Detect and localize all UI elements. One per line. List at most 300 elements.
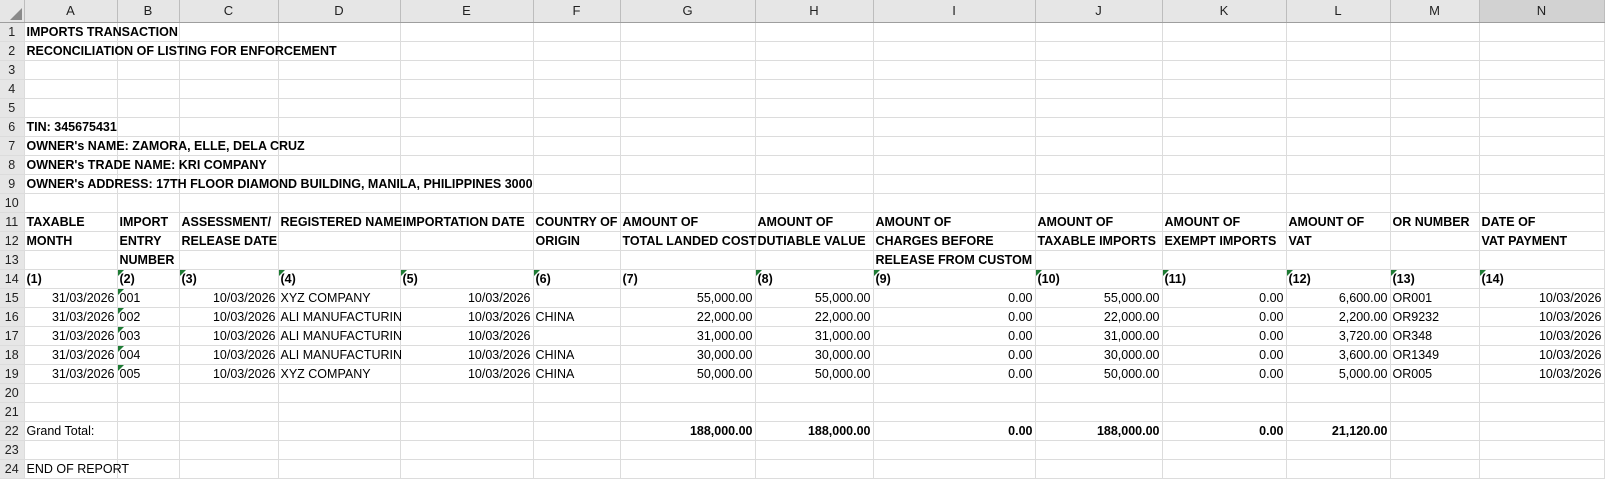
cell-J6[interactable] — [1035, 118, 1162, 137]
cell-D17[interactable]: ALI MANUFACTURIN — [278, 327, 400, 346]
cell-I1[interactable] — [873, 23, 1035, 42]
cell-K4[interactable] — [1162, 80, 1286, 99]
cell-L5[interactable] — [1286, 99, 1390, 118]
cell-G13[interactable] — [620, 251, 755, 270]
cell-G16[interactable]: 22,000.00 — [620, 308, 755, 327]
cell-A3[interactable] — [24, 61, 117, 80]
cell-C15[interactable]: 10/03/2026 — [179, 289, 278, 308]
cell-N2[interactable] — [1479, 42, 1604, 61]
cell-H10[interactable] — [755, 194, 873, 213]
select-all-button[interactable] — [0, 0, 24, 23]
cell-N15[interactable]: 10/03/2026 — [1479, 289, 1604, 308]
cell-N23[interactable] — [1479, 441, 1604, 460]
cell-G4[interactable] — [620, 80, 755, 99]
cell-J23[interactable] — [1035, 441, 1162, 460]
cell-K10[interactable] — [1162, 194, 1286, 213]
cell-D15[interactable]: XYZ COMPANY — [278, 289, 400, 308]
column-header[interactable]: G — [620, 0, 755, 23]
cell-E22[interactable] — [400, 422, 533, 441]
cell-C16[interactable]: 10/03/2026 — [179, 308, 278, 327]
column-header[interactable]: I — [873, 0, 1035, 23]
cell-N6[interactable] — [1479, 118, 1604, 137]
cell-F13[interactable] — [533, 251, 620, 270]
cell-F7[interactable] — [533, 137, 620, 156]
cell-J14[interactable]: (10) — [1035, 270, 1162, 289]
cell-B14[interactable]: (2) — [117, 270, 179, 289]
cell-F5[interactable] — [533, 99, 620, 118]
row-header[interactable]: 3 — [0, 61, 24, 80]
cell-L12[interactable]: VAT — [1286, 232, 1390, 251]
column-header[interactable]: K — [1162, 0, 1286, 23]
cell-N14[interactable]: (14) — [1479, 270, 1604, 289]
cell-M23[interactable] — [1390, 441, 1479, 460]
cell-I5[interactable] — [873, 99, 1035, 118]
row-header[interactable]: 10 — [0, 194, 24, 213]
cell-J18[interactable]: 30,000.00 — [1035, 346, 1162, 365]
cell-C13[interactable] — [179, 251, 278, 270]
cell-F15[interactable] — [533, 289, 620, 308]
cell-E1[interactable] — [400, 23, 533, 42]
cell-E12[interactable] — [400, 232, 533, 251]
cell-D20[interactable] — [278, 384, 400, 403]
cell-L19[interactable]: 5,000.00 — [1286, 365, 1390, 384]
cell-I7[interactable] — [873, 137, 1035, 156]
cell-A19[interactable]: 31/03/2026 — [24, 365, 117, 384]
cell-E7[interactable] — [400, 137, 533, 156]
cell-N24[interactable] — [1479, 460, 1604, 479]
cell-J21[interactable] — [1035, 403, 1162, 422]
cell-I21[interactable] — [873, 403, 1035, 422]
cell-D8[interactable] — [278, 156, 400, 175]
cell-B12[interactable]: ENTRY — [117, 232, 179, 251]
cell-E9[interactable] — [400, 175, 533, 194]
cell-L16[interactable]: 2,200.00 — [1286, 308, 1390, 327]
cell-H19[interactable]: 50,000.00 — [755, 365, 873, 384]
cell-G12[interactable]: TOTAL LANDED COST — [620, 232, 755, 251]
cell-F8[interactable] — [533, 156, 620, 175]
cell-I19[interactable]: 0.00 — [873, 365, 1035, 384]
cell-I20[interactable] — [873, 384, 1035, 403]
cell-G10[interactable] — [620, 194, 755, 213]
cell-E17[interactable]: 10/03/2026 — [400, 327, 533, 346]
cell-N19[interactable]: 10/03/2026 — [1479, 365, 1604, 384]
cell-C5[interactable] — [179, 99, 278, 118]
row-header[interactable]: 15 — [0, 289, 24, 308]
cell-N12[interactable]: VAT PAYMENT — [1479, 232, 1604, 251]
cell-H23[interactable] — [755, 441, 873, 460]
cell-A7[interactable]: OWNER's NAME: ZAMORA, ELLE, DELA CRUZ — [24, 137, 117, 156]
cell-G24[interactable] — [620, 460, 755, 479]
cell-K22[interactable]: 0.00 — [1162, 422, 1286, 441]
cell-F18[interactable]: CHINA — [533, 346, 620, 365]
cell-E2[interactable] — [400, 42, 533, 61]
cell-D10[interactable] — [278, 194, 400, 213]
cell-J4[interactable] — [1035, 80, 1162, 99]
cell-G9[interactable] — [620, 175, 755, 194]
cell-K8[interactable] — [1162, 156, 1286, 175]
cell-I10[interactable] — [873, 194, 1035, 213]
cell-N22[interactable] — [1479, 422, 1604, 441]
cell-L14[interactable]: (12) — [1286, 270, 1390, 289]
cell-L22[interactable]: 21,120.00 — [1286, 422, 1390, 441]
cell-K19[interactable]: 0.00 — [1162, 365, 1286, 384]
cell-K21[interactable] — [1162, 403, 1286, 422]
cell-A10[interactable] — [24, 194, 117, 213]
cell-J3[interactable] — [1035, 61, 1162, 80]
cell-G15[interactable]: 55,000.00 — [620, 289, 755, 308]
cell-E14[interactable]: (5) — [400, 270, 533, 289]
cell-F6[interactable] — [533, 118, 620, 137]
cell-D9[interactable] — [278, 175, 400, 194]
cell-N18[interactable]: 10/03/2026 — [1479, 346, 1604, 365]
row-header[interactable]: 14 — [0, 270, 24, 289]
cell-K3[interactable] — [1162, 61, 1286, 80]
cell-H6[interactable] — [755, 118, 873, 137]
column-header[interactable]: M — [1390, 0, 1479, 23]
cell-J15[interactable]: 55,000.00 — [1035, 289, 1162, 308]
cell-A16[interactable]: 31/03/2026 — [24, 308, 117, 327]
cell-B19[interactable]: 005 — [117, 365, 179, 384]
cell-C3[interactable] — [179, 61, 278, 80]
cell-H7[interactable] — [755, 137, 873, 156]
cell-B20[interactable] — [117, 384, 179, 403]
cell-H5[interactable] — [755, 99, 873, 118]
row-header[interactable]: 2 — [0, 42, 24, 61]
cell-I17[interactable]: 0.00 — [873, 327, 1035, 346]
cell-H1[interactable] — [755, 23, 873, 42]
row-header[interactable]: 17 — [0, 327, 24, 346]
cell-D16[interactable]: ALI MANUFACTURIN — [278, 308, 400, 327]
cell-M6[interactable] — [1390, 118, 1479, 137]
cell-A2[interactable]: RECONCILIATION OF LISTING FOR ENFORCEMENT — [24, 42, 117, 61]
cell-B4[interactable] — [117, 80, 179, 99]
row-header[interactable]: 6 — [0, 118, 24, 137]
row-header[interactable]: 4 — [0, 80, 24, 99]
cell-M9[interactable] — [1390, 175, 1479, 194]
column-header[interactable]: D — [278, 0, 400, 23]
cell-I11[interactable]: AMOUNT OF — [873, 213, 1035, 232]
cell-B6[interactable] — [117, 118, 179, 137]
row-header[interactable]: 13 — [0, 251, 24, 270]
cell-C2[interactable] — [179, 42, 278, 61]
cell-A23[interactable] — [24, 441, 117, 460]
cell-J10[interactable] — [1035, 194, 1162, 213]
cell-A1[interactable]: IMPORTS TRANSACTION — [24, 23, 117, 42]
cell-G11[interactable]: AMOUNT OF — [620, 213, 755, 232]
cell-K1[interactable] — [1162, 23, 1286, 42]
cell-J24[interactable] — [1035, 460, 1162, 479]
cell-D4[interactable] — [278, 80, 400, 99]
cell-A8[interactable]: OWNER's TRADE NAME: KRI COMPANY — [24, 156, 117, 175]
cell-A13[interactable] — [24, 251, 117, 270]
cell-L8[interactable] — [1286, 156, 1390, 175]
cell-C21[interactable] — [179, 403, 278, 422]
row-header[interactable]: 16 — [0, 308, 24, 327]
cell-G14[interactable]: (7) — [620, 270, 755, 289]
cell-N10[interactable] — [1479, 194, 1604, 213]
cell-H2[interactable] — [755, 42, 873, 61]
cell-D24[interactable] — [278, 460, 400, 479]
cell-C10[interactable] — [179, 194, 278, 213]
cell-K20[interactable] — [1162, 384, 1286, 403]
cell-H24[interactable] — [755, 460, 873, 479]
cell-G21[interactable] — [620, 403, 755, 422]
cell-G1[interactable] — [620, 23, 755, 42]
cell-I9[interactable] — [873, 175, 1035, 194]
cell-C14[interactable]: (3) — [179, 270, 278, 289]
cell-H20[interactable] — [755, 384, 873, 403]
cell-N16[interactable]: 10/03/2026 — [1479, 308, 1604, 327]
cell-M20[interactable] — [1390, 384, 1479, 403]
column-header[interactable]: F — [533, 0, 620, 23]
cell-N3[interactable] — [1479, 61, 1604, 80]
cell-H3[interactable] — [755, 61, 873, 80]
cell-A22[interactable]: Grand Total: — [24, 422, 117, 441]
cell-L24[interactable] — [1286, 460, 1390, 479]
row-header[interactable]: 9 — [0, 175, 24, 194]
cell-A14[interactable]: (1) — [24, 270, 117, 289]
cell-J17[interactable]: 31,000.00 — [1035, 327, 1162, 346]
row-header[interactable]: 8 — [0, 156, 24, 175]
cell-A18[interactable]: 31/03/2026 — [24, 346, 117, 365]
cell-K13[interactable] — [1162, 251, 1286, 270]
cell-K11[interactable]: AMOUNT OF — [1162, 213, 1286, 232]
cell-I15[interactable]: 0.00 — [873, 289, 1035, 308]
cell-I3[interactable] — [873, 61, 1035, 80]
cell-M13[interactable] — [1390, 251, 1479, 270]
cell-G17[interactable]: 31,000.00 — [620, 327, 755, 346]
cell-K24[interactable] — [1162, 460, 1286, 479]
cell-H11[interactable]: AMOUNT OF — [755, 213, 873, 232]
cell-K6[interactable] — [1162, 118, 1286, 137]
cell-J5[interactable] — [1035, 99, 1162, 118]
cell-J12[interactable]: TAXABLE IMPORTS — [1035, 232, 1162, 251]
cell-J1[interactable] — [1035, 23, 1162, 42]
cell-N8[interactable] — [1479, 156, 1604, 175]
column-header[interactable]: E — [400, 0, 533, 23]
cell-M22[interactable] — [1390, 422, 1479, 441]
cell-B21[interactable] — [117, 403, 179, 422]
cell-A5[interactable] — [24, 99, 117, 118]
cell-L20[interactable] — [1286, 384, 1390, 403]
cell-B23[interactable] — [117, 441, 179, 460]
cell-H22[interactable]: 188,000.00 — [755, 422, 873, 441]
cell-C20[interactable] — [179, 384, 278, 403]
cell-C1[interactable] — [179, 23, 278, 42]
cell-F16[interactable]: CHINA — [533, 308, 620, 327]
cell-D11[interactable]: REGISTERED NAME — [278, 213, 400, 232]
cell-G18[interactable]: 30,000.00 — [620, 346, 755, 365]
cell-M18[interactable]: OR1349 — [1390, 346, 1479, 365]
cell-F20[interactable] — [533, 384, 620, 403]
cell-I6[interactable] — [873, 118, 1035, 137]
cell-G7[interactable] — [620, 137, 755, 156]
cell-B9[interactable] — [117, 175, 179, 194]
cell-E20[interactable] — [400, 384, 533, 403]
cell-I8[interactable] — [873, 156, 1035, 175]
cell-L15[interactable]: 6,600.00 — [1286, 289, 1390, 308]
cell-A24[interactable]: END OF REPORT — [24, 460, 117, 479]
cell-A6[interactable]: TIN: 345675431 — [24, 118, 117, 137]
cell-B13[interactable]: NUMBER — [117, 251, 179, 270]
cell-A12[interactable]: MONTH — [24, 232, 117, 251]
cell-G3[interactable] — [620, 61, 755, 80]
cell-E6[interactable] — [400, 118, 533, 137]
row-header[interactable]: 19 — [0, 365, 24, 384]
cell-L2[interactable] — [1286, 42, 1390, 61]
row-header[interactable]: 23 — [0, 441, 24, 460]
cell-B5[interactable] — [117, 99, 179, 118]
column-header[interactable]: L — [1286, 0, 1390, 23]
cell-B10[interactable] — [117, 194, 179, 213]
cell-N11[interactable]: DATE OF — [1479, 213, 1604, 232]
cell-E23[interactable] — [400, 441, 533, 460]
cell-K23[interactable] — [1162, 441, 1286, 460]
cell-M16[interactable]: OR9232 — [1390, 308, 1479, 327]
cell-D14[interactable]: (4) — [278, 270, 400, 289]
cell-N13[interactable] — [1479, 251, 1604, 270]
cell-L23[interactable] — [1286, 441, 1390, 460]
cell-M3[interactable] — [1390, 61, 1479, 80]
cell-H12[interactable]: DUTIABLE VALUE — [755, 232, 873, 251]
cell-M14[interactable]: (13) — [1390, 270, 1479, 289]
cell-K7[interactable] — [1162, 137, 1286, 156]
cell-I2[interactable] — [873, 42, 1035, 61]
cell-A11[interactable]: TAXABLE — [24, 213, 117, 232]
cell-F23[interactable] — [533, 441, 620, 460]
cell-E3[interactable] — [400, 61, 533, 80]
cell-G5[interactable] — [620, 99, 755, 118]
cell-L3[interactable] — [1286, 61, 1390, 80]
cell-I22[interactable]: 0.00 — [873, 422, 1035, 441]
cell-M7[interactable] — [1390, 137, 1479, 156]
cell-F1[interactable] — [533, 23, 620, 42]
row-header[interactable]: 18 — [0, 346, 24, 365]
cell-J2[interactable] — [1035, 42, 1162, 61]
cell-B15[interactable]: 001 — [117, 289, 179, 308]
cell-D3[interactable] — [278, 61, 400, 80]
cell-F24[interactable] — [533, 460, 620, 479]
cell-E16[interactable]: 10/03/2026 — [400, 308, 533, 327]
cell-H8[interactable] — [755, 156, 873, 175]
cell-D23[interactable] — [278, 441, 400, 460]
cell-F22[interactable] — [533, 422, 620, 441]
cell-M12[interactable] — [1390, 232, 1479, 251]
cell-E24[interactable] — [400, 460, 533, 479]
cell-L11[interactable]: AMOUNT OF — [1286, 213, 1390, 232]
cell-F9[interactable] — [533, 175, 620, 194]
cell-J16[interactable]: 22,000.00 — [1035, 308, 1162, 327]
row-header[interactable]: 21 — [0, 403, 24, 422]
cell-I18[interactable]: 0.00 — [873, 346, 1035, 365]
cell-B16[interactable]: 002 — [117, 308, 179, 327]
cell-J22[interactable]: 188,000.00 — [1035, 422, 1162, 441]
cell-E21[interactable] — [400, 403, 533, 422]
cell-C8[interactable] — [179, 156, 278, 175]
cell-A17[interactable]: 31/03/2026 — [24, 327, 117, 346]
cell-E19[interactable]: 10/03/2026 — [400, 365, 533, 384]
cell-M24[interactable] — [1390, 460, 1479, 479]
row-header[interactable]: 12 — [0, 232, 24, 251]
cell-K12[interactable]: EXEMPT IMPORTS — [1162, 232, 1286, 251]
cell-E4[interactable] — [400, 80, 533, 99]
column-header[interactable]: B — [117, 0, 179, 23]
cell-J11[interactable]: AMOUNT OF — [1035, 213, 1162, 232]
column-header[interactable]: H — [755, 0, 873, 23]
cell-C9[interactable] — [179, 175, 278, 194]
cell-H4[interactable] — [755, 80, 873, 99]
column-header[interactable]: N — [1479, 0, 1604, 23]
cell-E13[interactable] — [400, 251, 533, 270]
cell-D19[interactable]: XYZ COMPANY — [278, 365, 400, 384]
cell-F11[interactable]: COUNTRY OF — [533, 213, 620, 232]
cell-D7[interactable] — [278, 137, 400, 156]
cell-H13[interactable] — [755, 251, 873, 270]
cell-H21[interactable] — [755, 403, 873, 422]
cell-C17[interactable]: 10/03/2026 — [179, 327, 278, 346]
cell-K16[interactable]: 0.00 — [1162, 308, 1286, 327]
cell-F14[interactable]: (6) — [533, 270, 620, 289]
cell-I23[interactable] — [873, 441, 1035, 460]
cell-C19[interactable]: 10/03/2026 — [179, 365, 278, 384]
row-header[interactable]: 5 — [0, 99, 24, 118]
cell-C22[interactable] — [179, 422, 278, 441]
column-header[interactable]: A — [24, 0, 117, 23]
cell-D1[interactable] — [278, 23, 400, 42]
cell-A9[interactable]: OWNER's ADDRESS: 17TH FLOOR DIAMOND BUILDING, MANILA, PHILIPPINES 3000 — [24, 175, 117, 194]
cell-B2[interactable] — [117, 42, 179, 61]
cell-L4[interactable] — [1286, 80, 1390, 99]
cell-M17[interactable]: OR348 — [1390, 327, 1479, 346]
cell-N7[interactable] — [1479, 137, 1604, 156]
row-header[interactable]: 22 — [0, 422, 24, 441]
cell-B1[interactable] — [117, 23, 179, 42]
cell-F3[interactable] — [533, 61, 620, 80]
cell-C4[interactable] — [179, 80, 278, 99]
cell-D5[interactable] — [278, 99, 400, 118]
cell-L21[interactable] — [1286, 403, 1390, 422]
cell-N21[interactable] — [1479, 403, 1604, 422]
cell-K17[interactable]: 0.00 — [1162, 327, 1286, 346]
cell-L10[interactable] — [1286, 194, 1390, 213]
cell-K5[interactable] — [1162, 99, 1286, 118]
cell-D12[interactable] — [278, 232, 400, 251]
cell-K18[interactable]: 0.00 — [1162, 346, 1286, 365]
cell-C18[interactable]: 10/03/2026 — [179, 346, 278, 365]
cell-F19[interactable]: CHINA — [533, 365, 620, 384]
cell-G6[interactable] — [620, 118, 755, 137]
cell-I4[interactable] — [873, 80, 1035, 99]
cell-F12[interactable]: ORIGIN — [533, 232, 620, 251]
cell-M15[interactable]: OR001 — [1390, 289, 1479, 308]
cell-D13[interactable] — [278, 251, 400, 270]
cell-C24[interactable] — [179, 460, 278, 479]
cell-E11[interactable]: IMPORTATION DATE — [400, 213, 533, 232]
cell-J8[interactable] — [1035, 156, 1162, 175]
cell-M19[interactable]: OR005 — [1390, 365, 1479, 384]
cell-C6[interactable] — [179, 118, 278, 137]
cell-N17[interactable]: 10/03/2026 — [1479, 327, 1604, 346]
cell-J9[interactable] — [1035, 175, 1162, 194]
cell-G20[interactable] — [620, 384, 755, 403]
cell-L13[interactable] — [1286, 251, 1390, 270]
cell-J19[interactable]: 50,000.00 — [1035, 365, 1162, 384]
cell-C12[interactable]: RELEASE DATE — [179, 232, 278, 251]
cell-D6[interactable] — [278, 118, 400, 137]
cell-G23[interactable] — [620, 441, 755, 460]
cell-F21[interactable] — [533, 403, 620, 422]
cell-K9[interactable] — [1162, 175, 1286, 194]
